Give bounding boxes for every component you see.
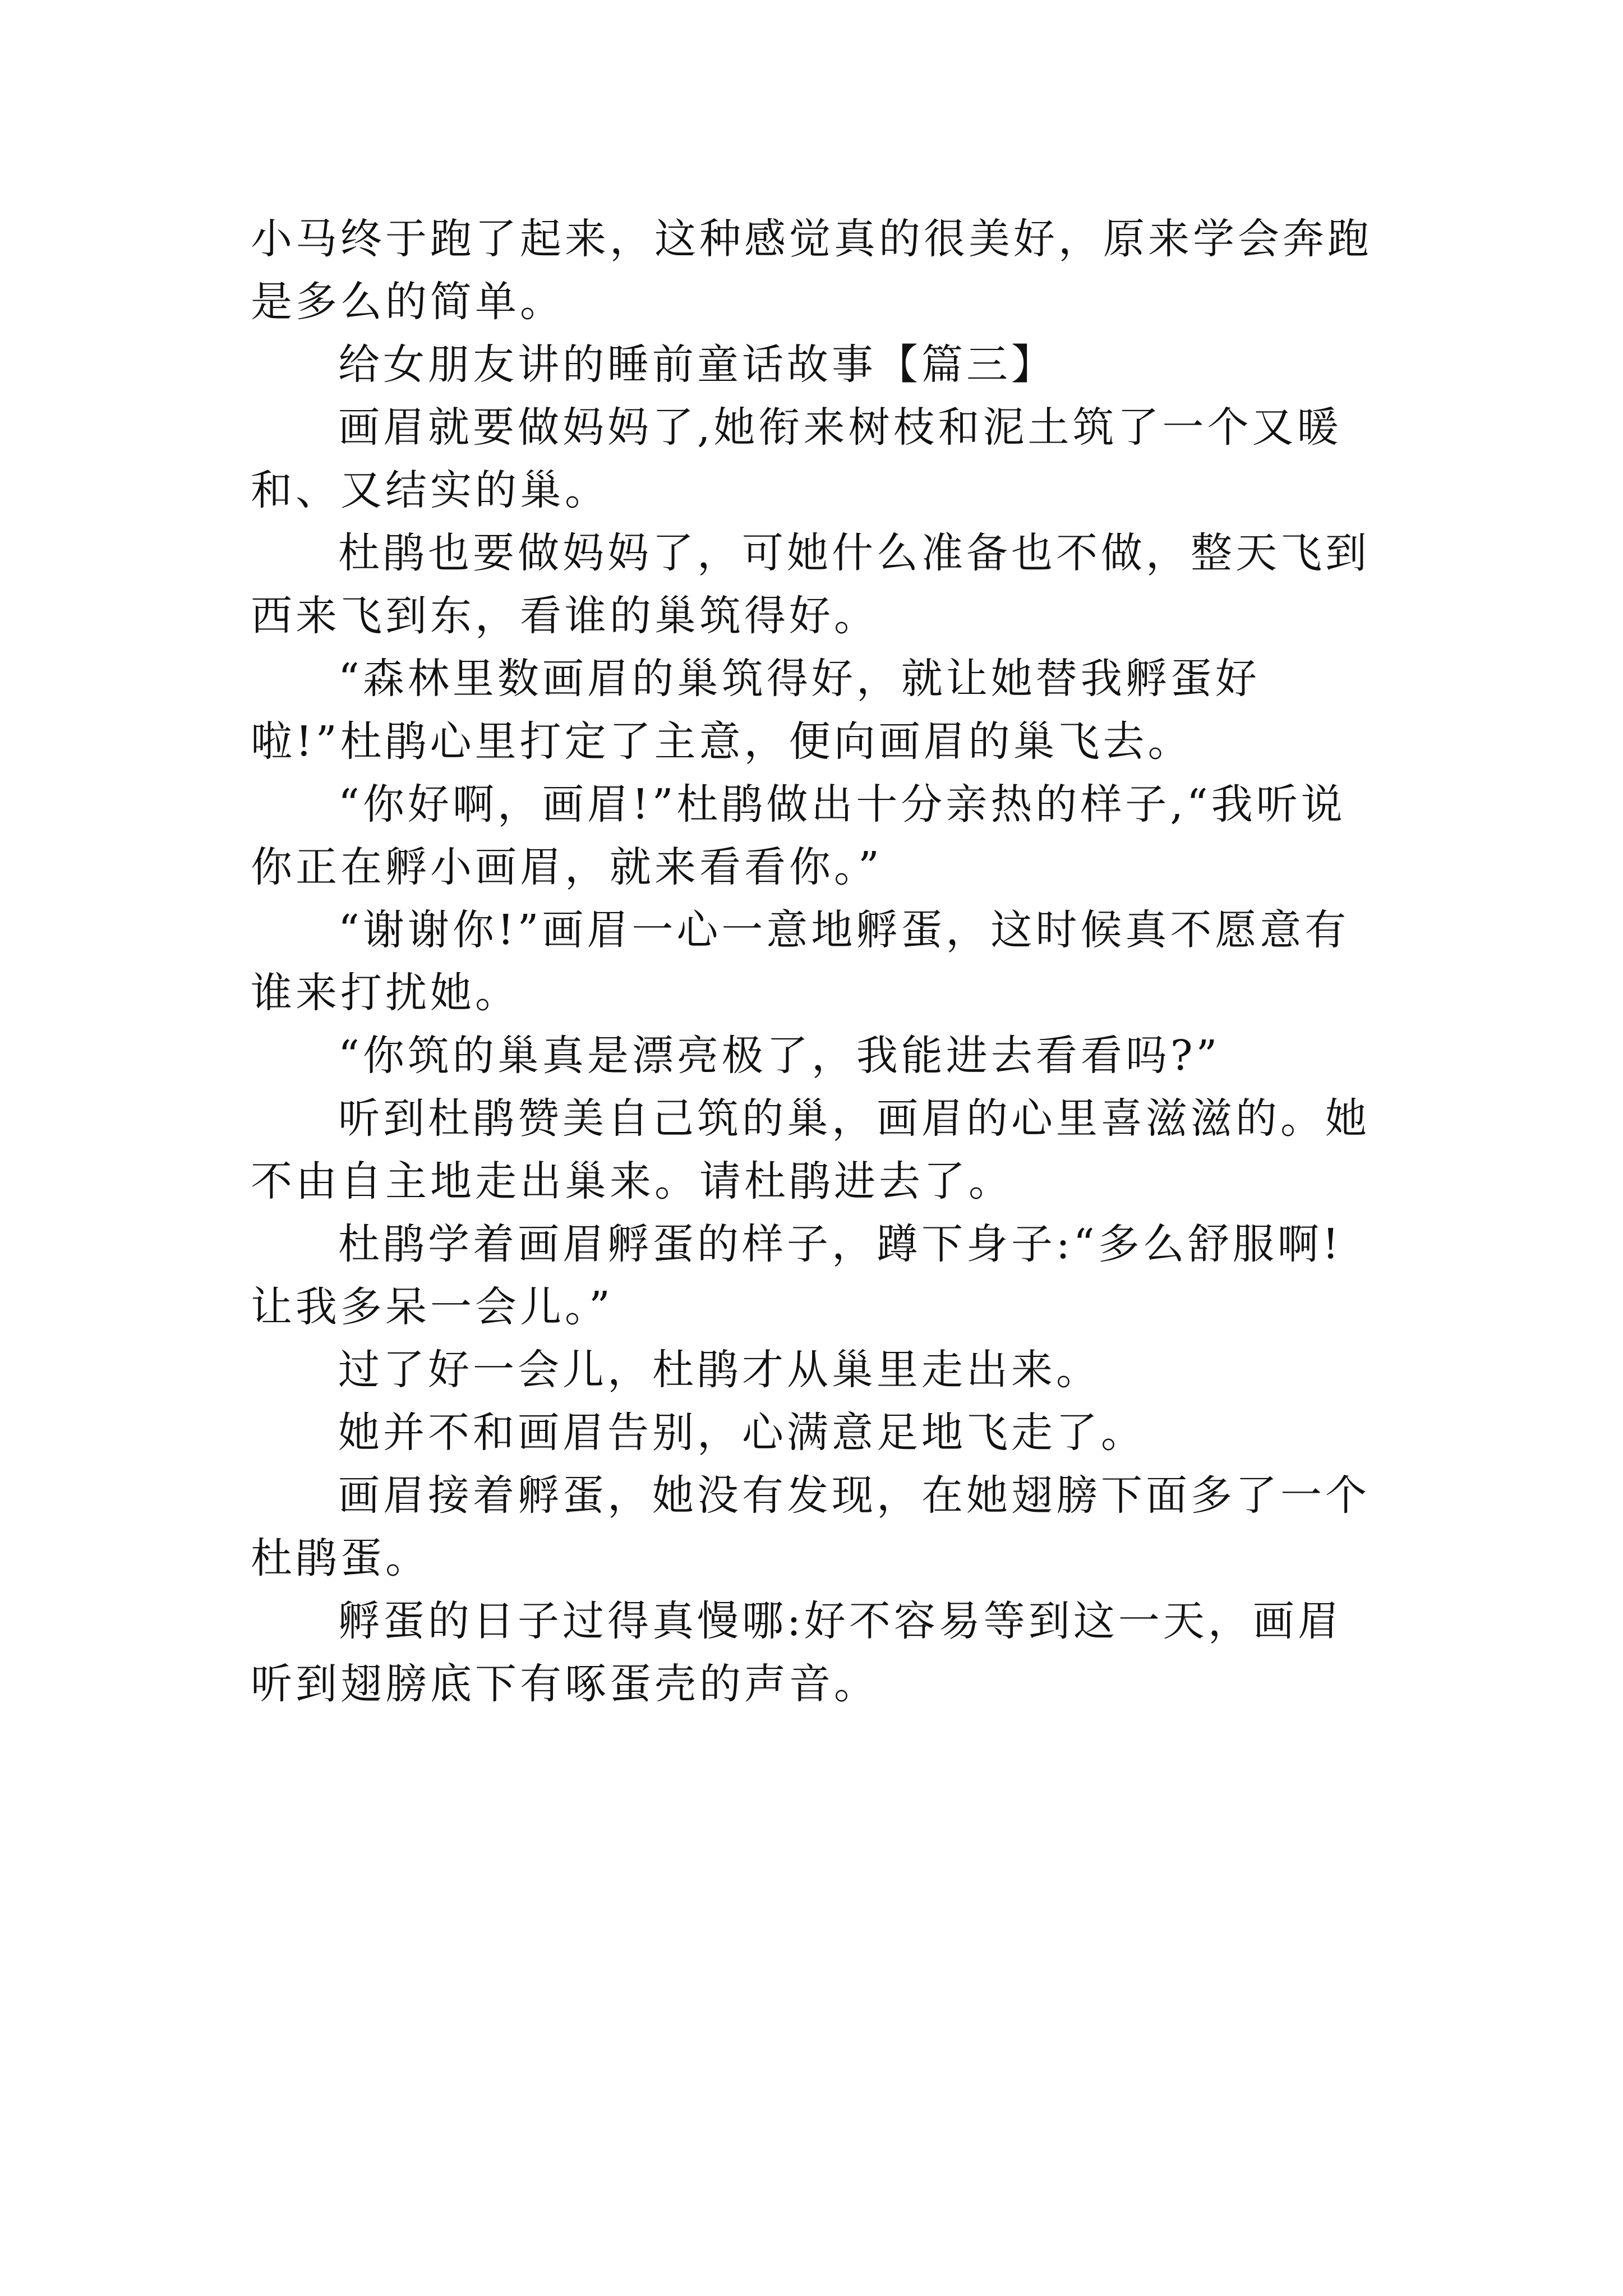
paragraph: 杜鹃学着画眉孵蛋的样子，蹲下身子:“多么舒服啊!让我多呆一会儿。”	[251, 1220, 1343, 1331]
section-heading: 给女朋友讲的睡前童话故事【篇三】	[338, 341, 1056, 389]
paragraph-continuation: 小马终于跑了起来，这种感觉真的很美好，原来学会奔跑是多么的简单。	[251, 215, 1372, 326]
paragraph: “你筑的巢真是漂亮极了，我能进去看看吗?”	[338, 1032, 1221, 1080]
paragraph: 她并不和画眉告别，心满意足地飞走了。	[338, 1409, 1146, 1457]
paragraph: 孵蛋的日子过得真慢哪:好不容易等到这一天，画眉听到翅膀底下有啄蛋壳的声音。	[251, 1597, 1343, 1708]
paragraph: “森林里数画眉的巢筑得好，就让她替我孵蛋好啦!”杜鹃心里打定了主意，便向画眉的巢飞去。	[251, 655, 1260, 766]
paragraph: 过了好一会儿，杜鹃才从巢里走出来。	[338, 1346, 1101, 1394]
paragraph: 杜鹃也要做妈妈了，可她什么准备也不做，整天飞到西来飞到东，看谁的巢筑得好。	[251, 529, 1370, 640]
paragraph: 听到杜鹃赞美自己筑的巢，画眉的心里喜滋滋的。她不由自主地走出巢来。请杜鹃进去了。	[251, 1094, 1370, 1205]
story-text	[251, 208, 1378, 1715]
paragraph: “你好啊，画眉!”杜鹃做出十分亲热的样子,“我听说你正在孵小画眉，就来看看你。”	[251, 780, 1346, 891]
paragraph: 画眉接着孵蛋，她没有发现，在她翅膀下面多了一个杜鹃蛋。	[251, 1471, 1370, 1582]
paragraph: “谢谢你!”画眉一心一意地孵蛋，这时候真不愿意有谁来打扰她。	[251, 906, 1350, 1017]
paragraph: 画眉就要做妈妈了,她衔来树枝和泥土筑了一个又暖和、又结实的巢。	[251, 403, 1342, 514]
